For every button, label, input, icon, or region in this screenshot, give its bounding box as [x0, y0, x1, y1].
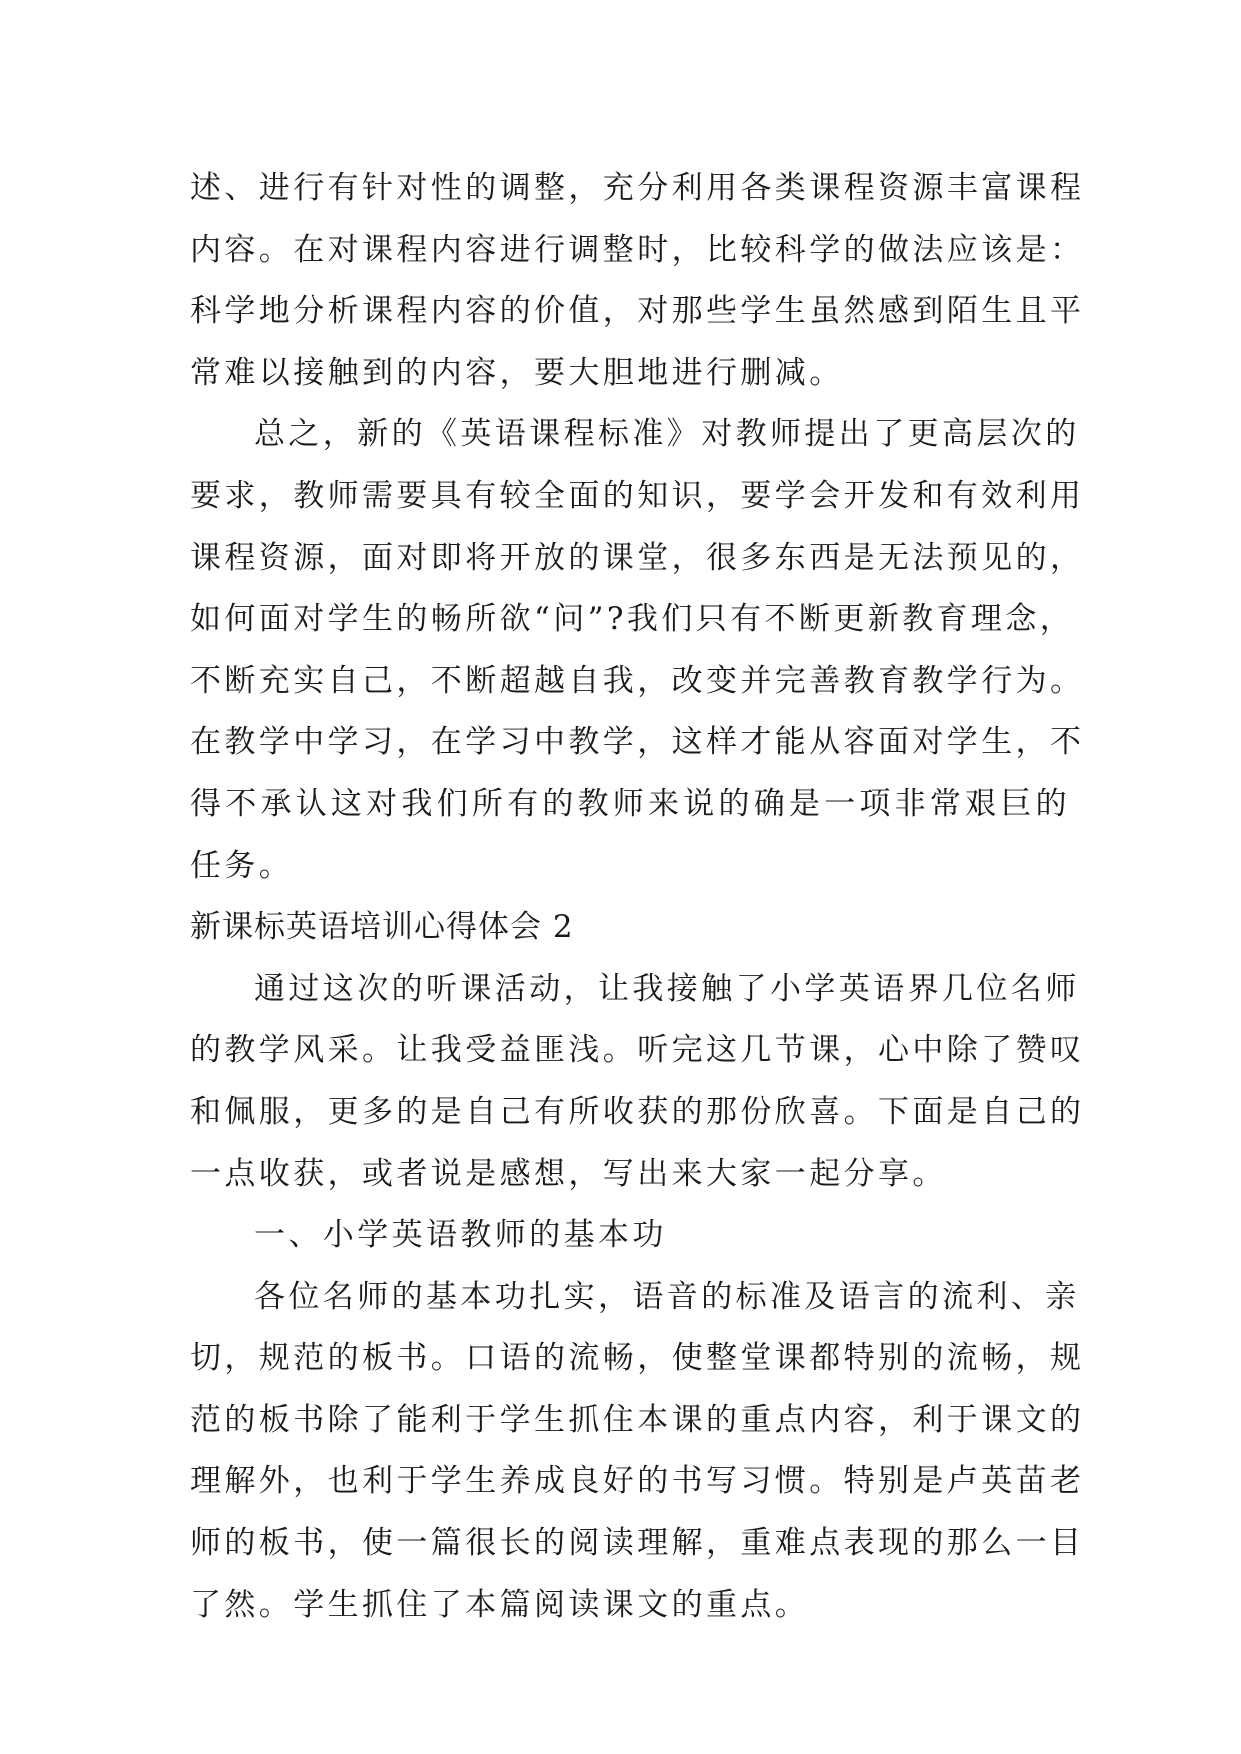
paragraph [190, 158, 1085, 404]
document-page [190, 158, 1085, 1636]
paragraph [190, 959, 1085, 1205]
subheading [190, 1205, 1070, 1267]
text-line: 范的板书除了能利于学生抓住本课的重点内容，利于课文的 [190, 1401, 1085, 1438]
text-line: 了然。学生抓住了本篇阅读课文的重点。 [190, 1586, 810, 1623]
text-line: 一点收获，或者说是感想，写出来大家一起分享。 [190, 1155, 947, 1192]
paragraph [190, 1267, 1085, 1637]
text-line: 得不承认这对我们所有的教师来说的确是一项非常艰巨的 [190, 785, 1070, 822]
text-line: 理解外，也利于学生养成良好的书写习惯。特别是卢英苗老 [190, 1463, 1085, 1500]
text-line: 切，规范的板书。口语的流畅，使整堂课都特别的流畅，规 [190, 1340, 1085, 1377]
text-line: 常难以接触到的内容，要大胆地进行删减。 [190, 354, 844, 391]
text-line: 的教学风采。让我受益匪浅。听完这几节课，心中除了赞叹 [190, 1032, 1085, 1069]
text-line: 内容。在对课程内容进行调整时，比较科学的做法应该是： [190, 231, 1085, 268]
text-line: 各位名师的基本功扎实，语音的标准及语言的流利、亲 [254, 1278, 1080, 1315]
heading-text: 新课标英语培训心得体会 2 [190, 909, 574, 946]
text-line: 课程资源，面对即将开放的课堂，很多东西是无法预见的， [190, 539, 1085, 576]
section-heading [190, 897, 1070, 959]
text-line: 述、进行有针对性的调整，充分利用各类课程资源丰富课程 [190, 170, 1085, 206]
text-line: 如何面对学生的畅所欲“问”?我们只有不断更新教育理念， [190, 601, 1075, 638]
paragraph [190, 404, 1085, 897]
text-line: 师的板书，使一篇很长的阅读理解，重难点表现的那么一目 [190, 1525, 1085, 1562]
text-line: 任务。 [190, 847, 294, 884]
text-line: 在教学中学习，在学习中教学，这样才能从容面对学生，不 [190, 724, 1085, 761]
text-line: 和佩服，更多的是自己有所收获的那份欣喜。下面是自己的 [190, 1093, 1085, 1130]
text-line: 总之，新的《英语课程标准》对教师提出了更高层次的 [254, 416, 1080, 453]
text-line: 不断充实自己，不断超越自我，改变并完善教育教学行为。 [190, 662, 1085, 699]
text-line: 科学地分析课程内容的价值，对那些学生虽然感到陌生且平 [190, 293, 1085, 330]
text-line: 要求，教师需要具有较全面的知识，要学会开发和有效利用 [190, 477, 1085, 514]
subheading-text: 一、小学英语教师的基本功 [254, 1217, 667, 1254]
text-line: 通过这次的听课活动，让我接触了小学英语界几位名师 [254, 970, 1080, 1007]
